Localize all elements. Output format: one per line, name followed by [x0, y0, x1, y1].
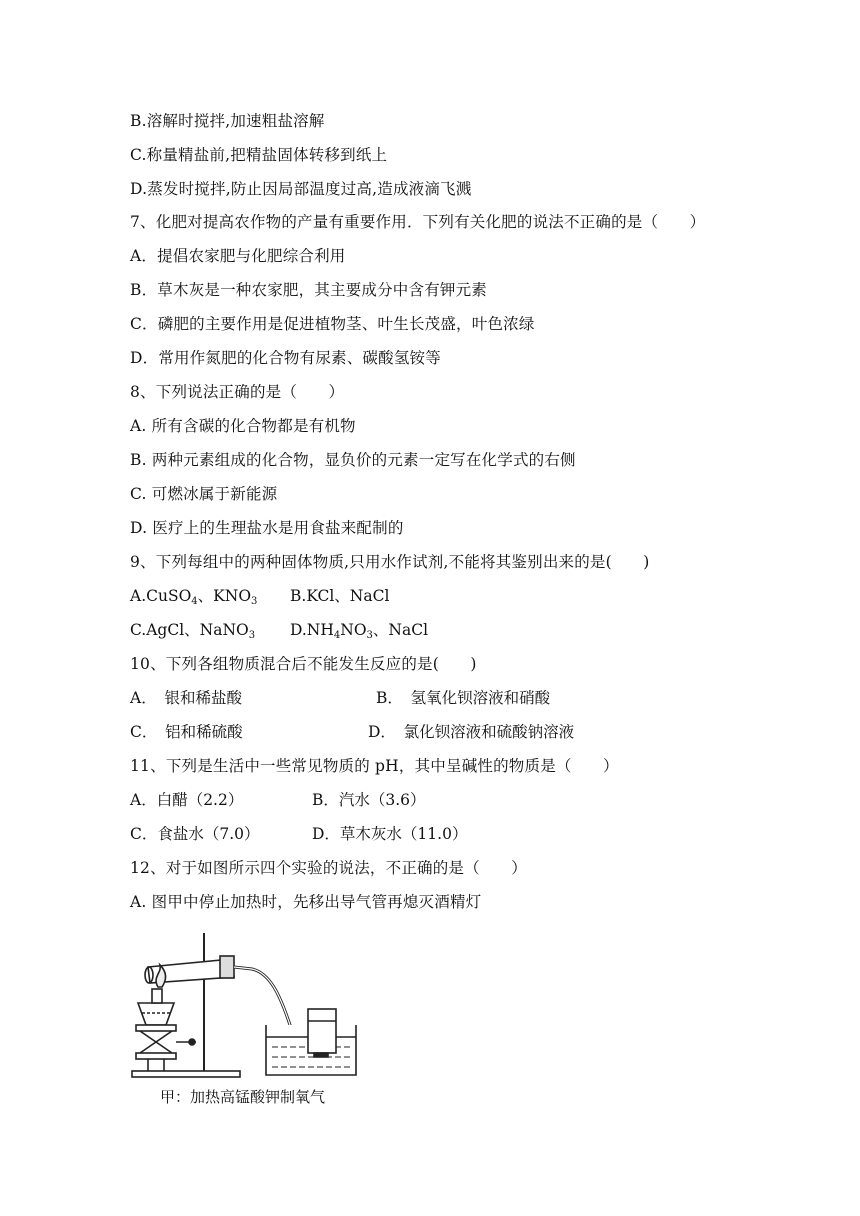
q11-option-b: B．汽水（3.6） — [312, 791, 426, 809]
question-9-stem: 9、下列每组中的两种固体物质,只用水作试剂,不能将其鉴别出来的是( ) — [130, 553, 650, 571]
q10-option-a: A． 银和稀盐酸 — [130, 689, 242, 707]
figure-caption: 甲：加热高锰酸钾制氧气 — [160, 1088, 326, 1106]
q11-option-d: D．草木灰水（11.0） — [312, 825, 468, 843]
option-line: B. 两种元素组成的化合物，显负价的元素一定写在化学式的右侧 — [130, 451, 576, 469]
question-8-stem: 8、下列说法正确的是（ ） — [130, 383, 345, 401]
q10-option-d: D． 氯化钡溶液和硫酸钠溶液 — [368, 723, 575, 741]
option-line: D．常用作氮肥的化合物有尿素、碳酸氢铵等 — [130, 349, 441, 367]
option-line: C．磷肥的主要作用是促进植物茎、叶生长茂盛，叶色浓绿 — [130, 315, 535, 333]
gas-collection-bottle — [308, 1009, 336, 1053]
q9-option-d: $D.NH_4NO_3$、NaCl — [290, 621, 429, 641]
q9-option-b: B.KCl、NaCl — [290, 587, 390, 605]
q9-option-a: A.CuSO$_4$、$KNO_3$ — [130, 587, 258, 607]
q10-option-b: B． 氢氧化钡溶液和硝酸 — [376, 689, 551, 707]
question-7-stem: 7、化肥对提高农作物的产量有重要作用．下列有关化肥的说法不正确的是（ ） — [130, 213, 706, 231]
q11-option-c: C．食盐水（7.0） — [130, 825, 260, 843]
alcohol-lamp — [138, 1003, 174, 1025]
option-line: B．草木灰是一种农家肥，其主要成分中含有钾元素 — [130, 281, 487, 299]
question-12-stem: 12、对于如图所示四个实验的说法，不正确的是（ ） — [130, 859, 527, 877]
option-line: D. 医疗上的生理盐水是用食盐来配制的 — [130, 519, 404, 537]
option-line: D.蒸发时搅拌,防止因局部温度过高,造成液滴飞溅 — [130, 180, 472, 198]
option-line: C. 可燃冰属于新能源 — [130, 485, 278, 503]
stand-base — [132, 1071, 240, 1077]
apparatus-figure — [130, 925, 360, 1110]
option-line: A. 所有含碳的化合物都是有机物 — [130, 417, 356, 435]
q11-option-a: A．白醋（2.2） — [130, 791, 244, 809]
q9-option-c: C.AgCl、NaNO$_3$ — [130, 621, 256, 641]
option-line: A．提倡农家肥与化肥综合利用 — [130, 247, 346, 265]
question-10-stem: 10、下列各组物质混合后不能发生反应的是( ) — [130, 655, 477, 673]
question-11-stem: 11、下列是生活中一些常见物质的 pH，其中呈碱性的物质是（ ） — [130, 757, 619, 775]
q12-option-a: A. 图甲中停止加热时，先移出导气管再熄灭酒精灯 — [130, 893, 482, 911]
option-line: B.溶解时搅拌,加速粗盐溶解 — [130, 112, 325, 130]
option-line: C.称量精盐前,把精盐固体转移到纸上 — [130, 146, 388, 164]
q10-option-c: C． 铝和稀硫酸 — [130, 723, 243, 741]
